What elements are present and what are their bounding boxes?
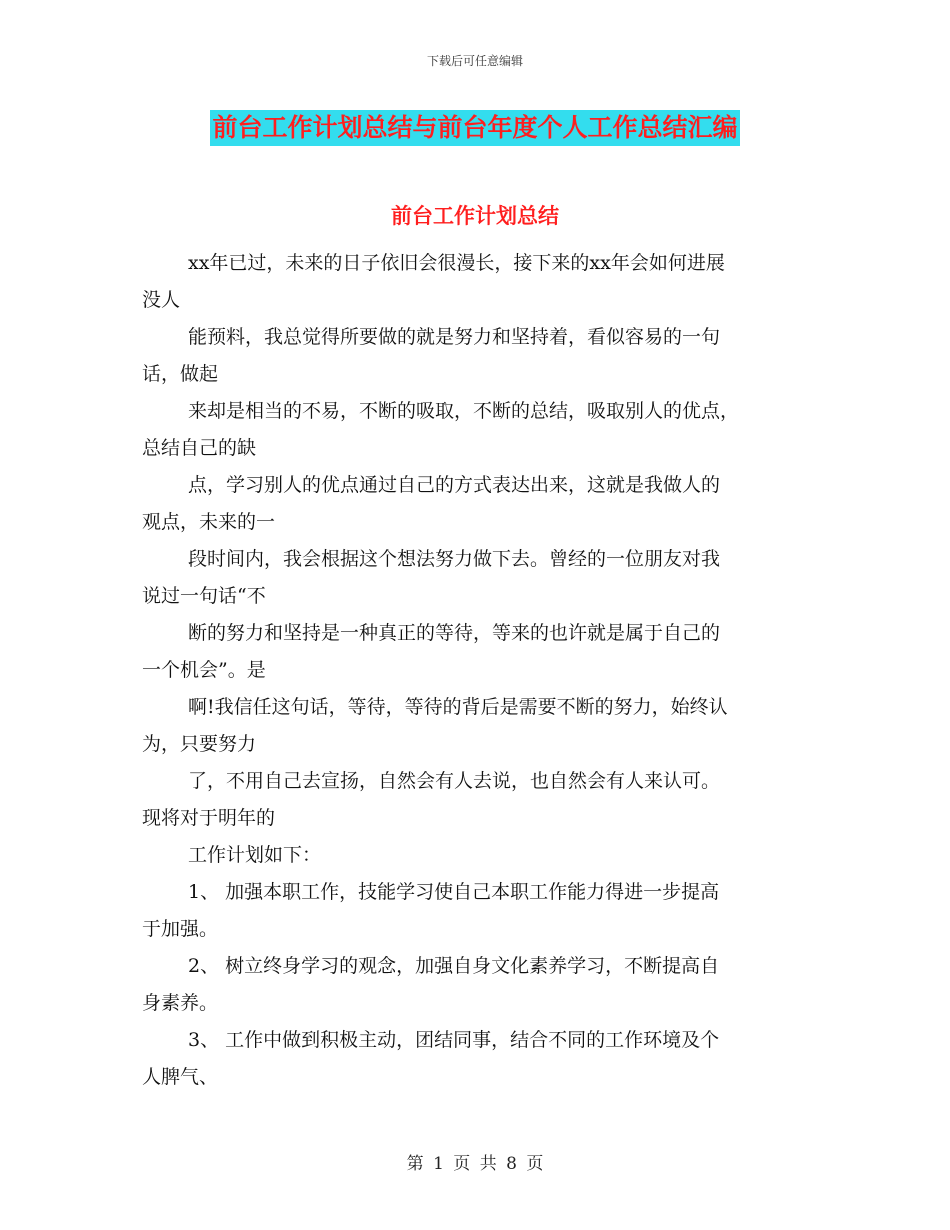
paragraph-line: 话，做起	[142, 363, 219, 385]
paragraph-line: 观点，未来的一	[142, 511, 276, 533]
paragraph-line: 没人	[142, 289, 181, 311]
list-item-line: 身素养。	[142, 992, 219, 1014]
paragraph-line: xx年已过，未来的日子依旧会很漫长，接下来的xx年会如何进展	[188, 252, 725, 274]
list-item-line: 于加强。	[142, 918, 219, 940]
paragraph-line: 为，只要努力	[142, 733, 257, 755]
paragraph-line: 断的努力和坚持是一种真正的等待，等来的也许就是属于自己的	[188, 622, 721, 644]
paragraph-line: 现将对于明年的	[142, 807, 276, 829]
page-header: 下载后可任意编辑	[426, 54, 523, 68]
document-title-text: 前台工作计划总结与前台年度个人工作总结汇编	[210, 110, 739, 146]
document-body	[142, 245, 810, 1096]
paragraph-line: 能预料，我总觉得所要做的就是努力和坚持着，看似容易的一句	[188, 326, 721, 348]
section-title: 前台工作计划总结	[391, 204, 559, 228]
paragraph-line: 来却是相当的不易，不断的吸取，不断的总结，吸取别人的优点，	[188, 400, 740, 422]
page-number-footer: 第 1 页 共 8 页	[406, 1154, 544, 1174]
list-item-line: 2、 树立终身学习的观念，加强自身文化素养学习，不断提高自	[188, 955, 720, 977]
list-item-line: 人脾气、	[142, 1066, 219, 1088]
paragraph-line: 总结自己的缺	[142, 437, 257, 459]
paragraph-line: 了，不用自己去宣扬，自然会有人去说，也自然会有人来认可。	[188, 770, 721, 792]
paragraph-line: 点，学习别人的优点通过自己的方式表达出来，这就是我做人的	[188, 474, 721, 496]
paragraph-line: 一个机会”。是	[142, 659, 266, 681]
paragraph-line: 段时间内，我会根据这个想法努力做下去。曾经的一位朋友对我	[188, 548, 721, 570]
paragraph-line: 说过一句话“不	[142, 585, 266, 607]
paragraph-line: 工作计划如下：	[188, 844, 322, 866]
document-title	[0, 110, 950, 146]
list-item-line: 3、 工作中做到积极主动，团结同事，结合不同的工作环境及个	[188, 1029, 720, 1051]
list-item-line: 1、 加强本职工作，技能学习使自己本职工作能力得进一步提高	[188, 881, 720, 903]
paragraph-line: 啊!我信任这句话，等待，等待的背后是需要不断的努力，始终认	[188, 696, 728, 718]
